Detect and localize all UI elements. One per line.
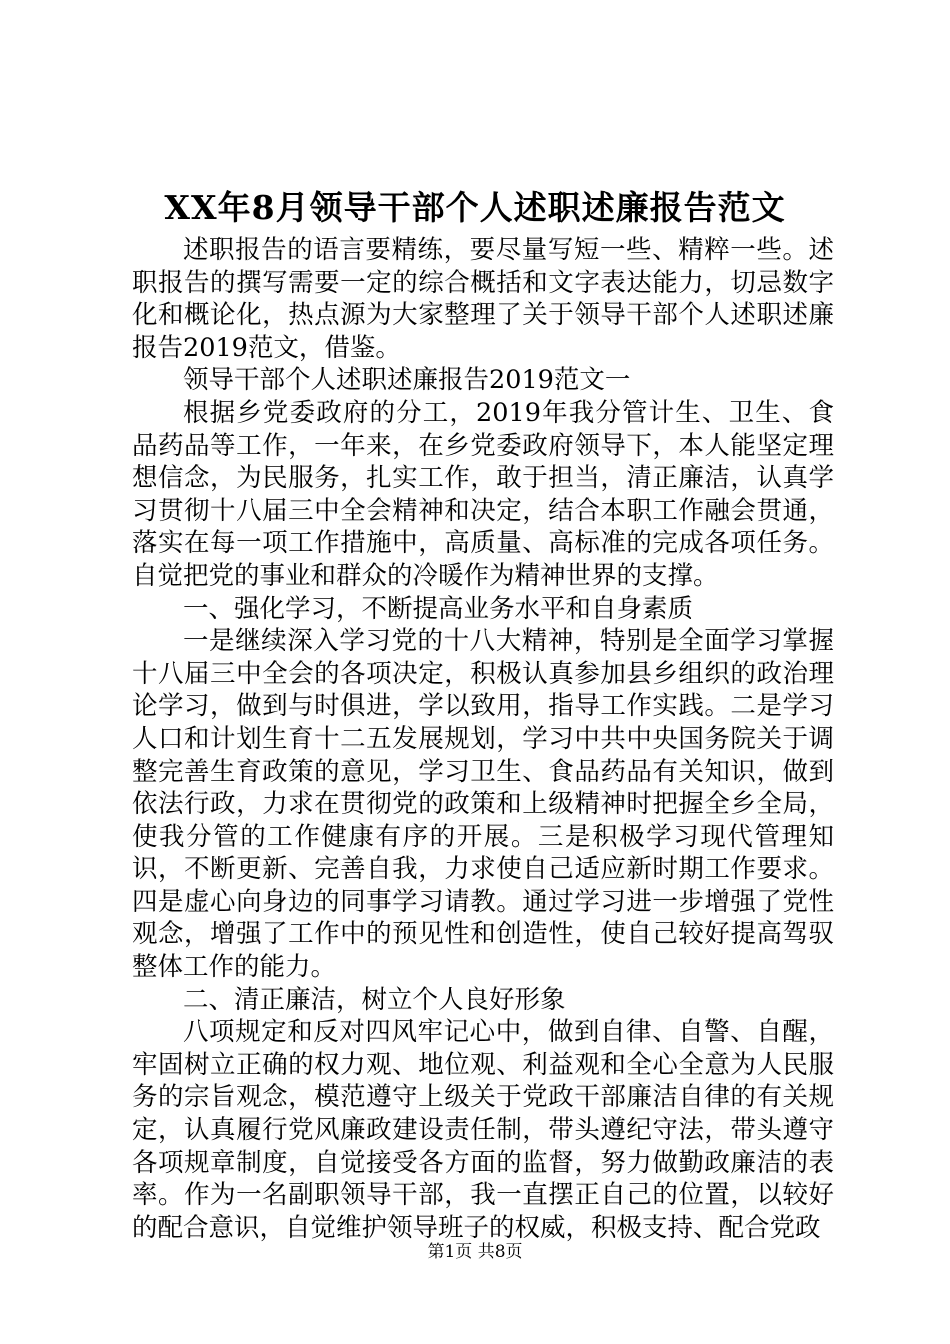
- paragraph-intro: 述职报告的语言要精练，要尽量写短一些、精粹一些。述职报告的撰写需要一定的综合概括和文字表达能力，切忌数字化和概论化，热点源为大家整理了关于领导干部个人述职述廉报告2019范文，借鉴。: [132, 235, 834, 363]
- paragraph-integrity: 八项规定和反对四风牢记心中，做到自律、自警、自醒，牢固树立正确的权力观、地位观、利益观和全心全意为人民服务的宗旨观念，模范遵守上级关于党政干部廉洁自律的有关规定，认真履行党风廉政建设责任制，带头遵纪守法，带头遵守各项规章制度，自觉接受各方面的监督，努力做勤政廉洁的表率。作为一名副职领导干部，我一直摆正自己的位置，以较好的配合意识，自觉维护领导班子的权威，积极支持、配合党政: [132, 1017, 834, 1243]
- document-body: [132, 234, 834, 1244]
- section-heading-integrity: 二、清正廉洁，树立个人良好形象: [183, 984, 566, 1015]
- section-heading-sample-one: 领导干部个人述职述廉报告2019范文一: [183, 365, 631, 396]
- document-title: XX年8月领导干部个人述职述廉报告范文: [164, 188, 786, 227]
- paragraph-overview: 根据乡党委政府的分工，2019年我分管计生、卫生、食品药品等工作，一年来，在乡党委政府领导下，本人能坚定理想信念，为民服务，扎实工作，敢于担当，清正廉洁，认真学习贯彻十八届三中全会精神和决定，结合本职工作融会贯通，落实在每一项工作措施中，高质量、高标准的完成各项任务。自觉把党的事业和群众的冷暖作为精神世界的支撑。: [132, 397, 834, 591]
- page-footer: 第1页 共8页: [427, 1242, 523, 1262]
- paragraph-study: 一是继续深入学习党的十八大精神，特别是全面学习掌握十八届三中全会的各项决定，积极认真参加县乡组织的政治理论学习，做到与时俱进，学以致用，指导工作实践。二是学习人口和计划生育十二五发展规划，学习中共中央国务院关于调整完善生育政策的意见，学习卫生、食品药品有关知识，做到依法行政，力求在贯彻党的政策和上级精神时把握全乡全局，使我分管的工作健康有序的开展。三是积极学习现代管理知识，不断更新、完善自我，力求使自己适应新时期工作要求。四是虚心向身边的同事学习请教。通过学习进一步增强了党性观念，增强了工作中的预见性和创造性，使自己较好提高驾驭整体工作的能力。: [132, 626, 834, 983]
- section-heading-study: 一、强化学习，不断提高业务水平和自身素质: [183, 593, 694, 624]
